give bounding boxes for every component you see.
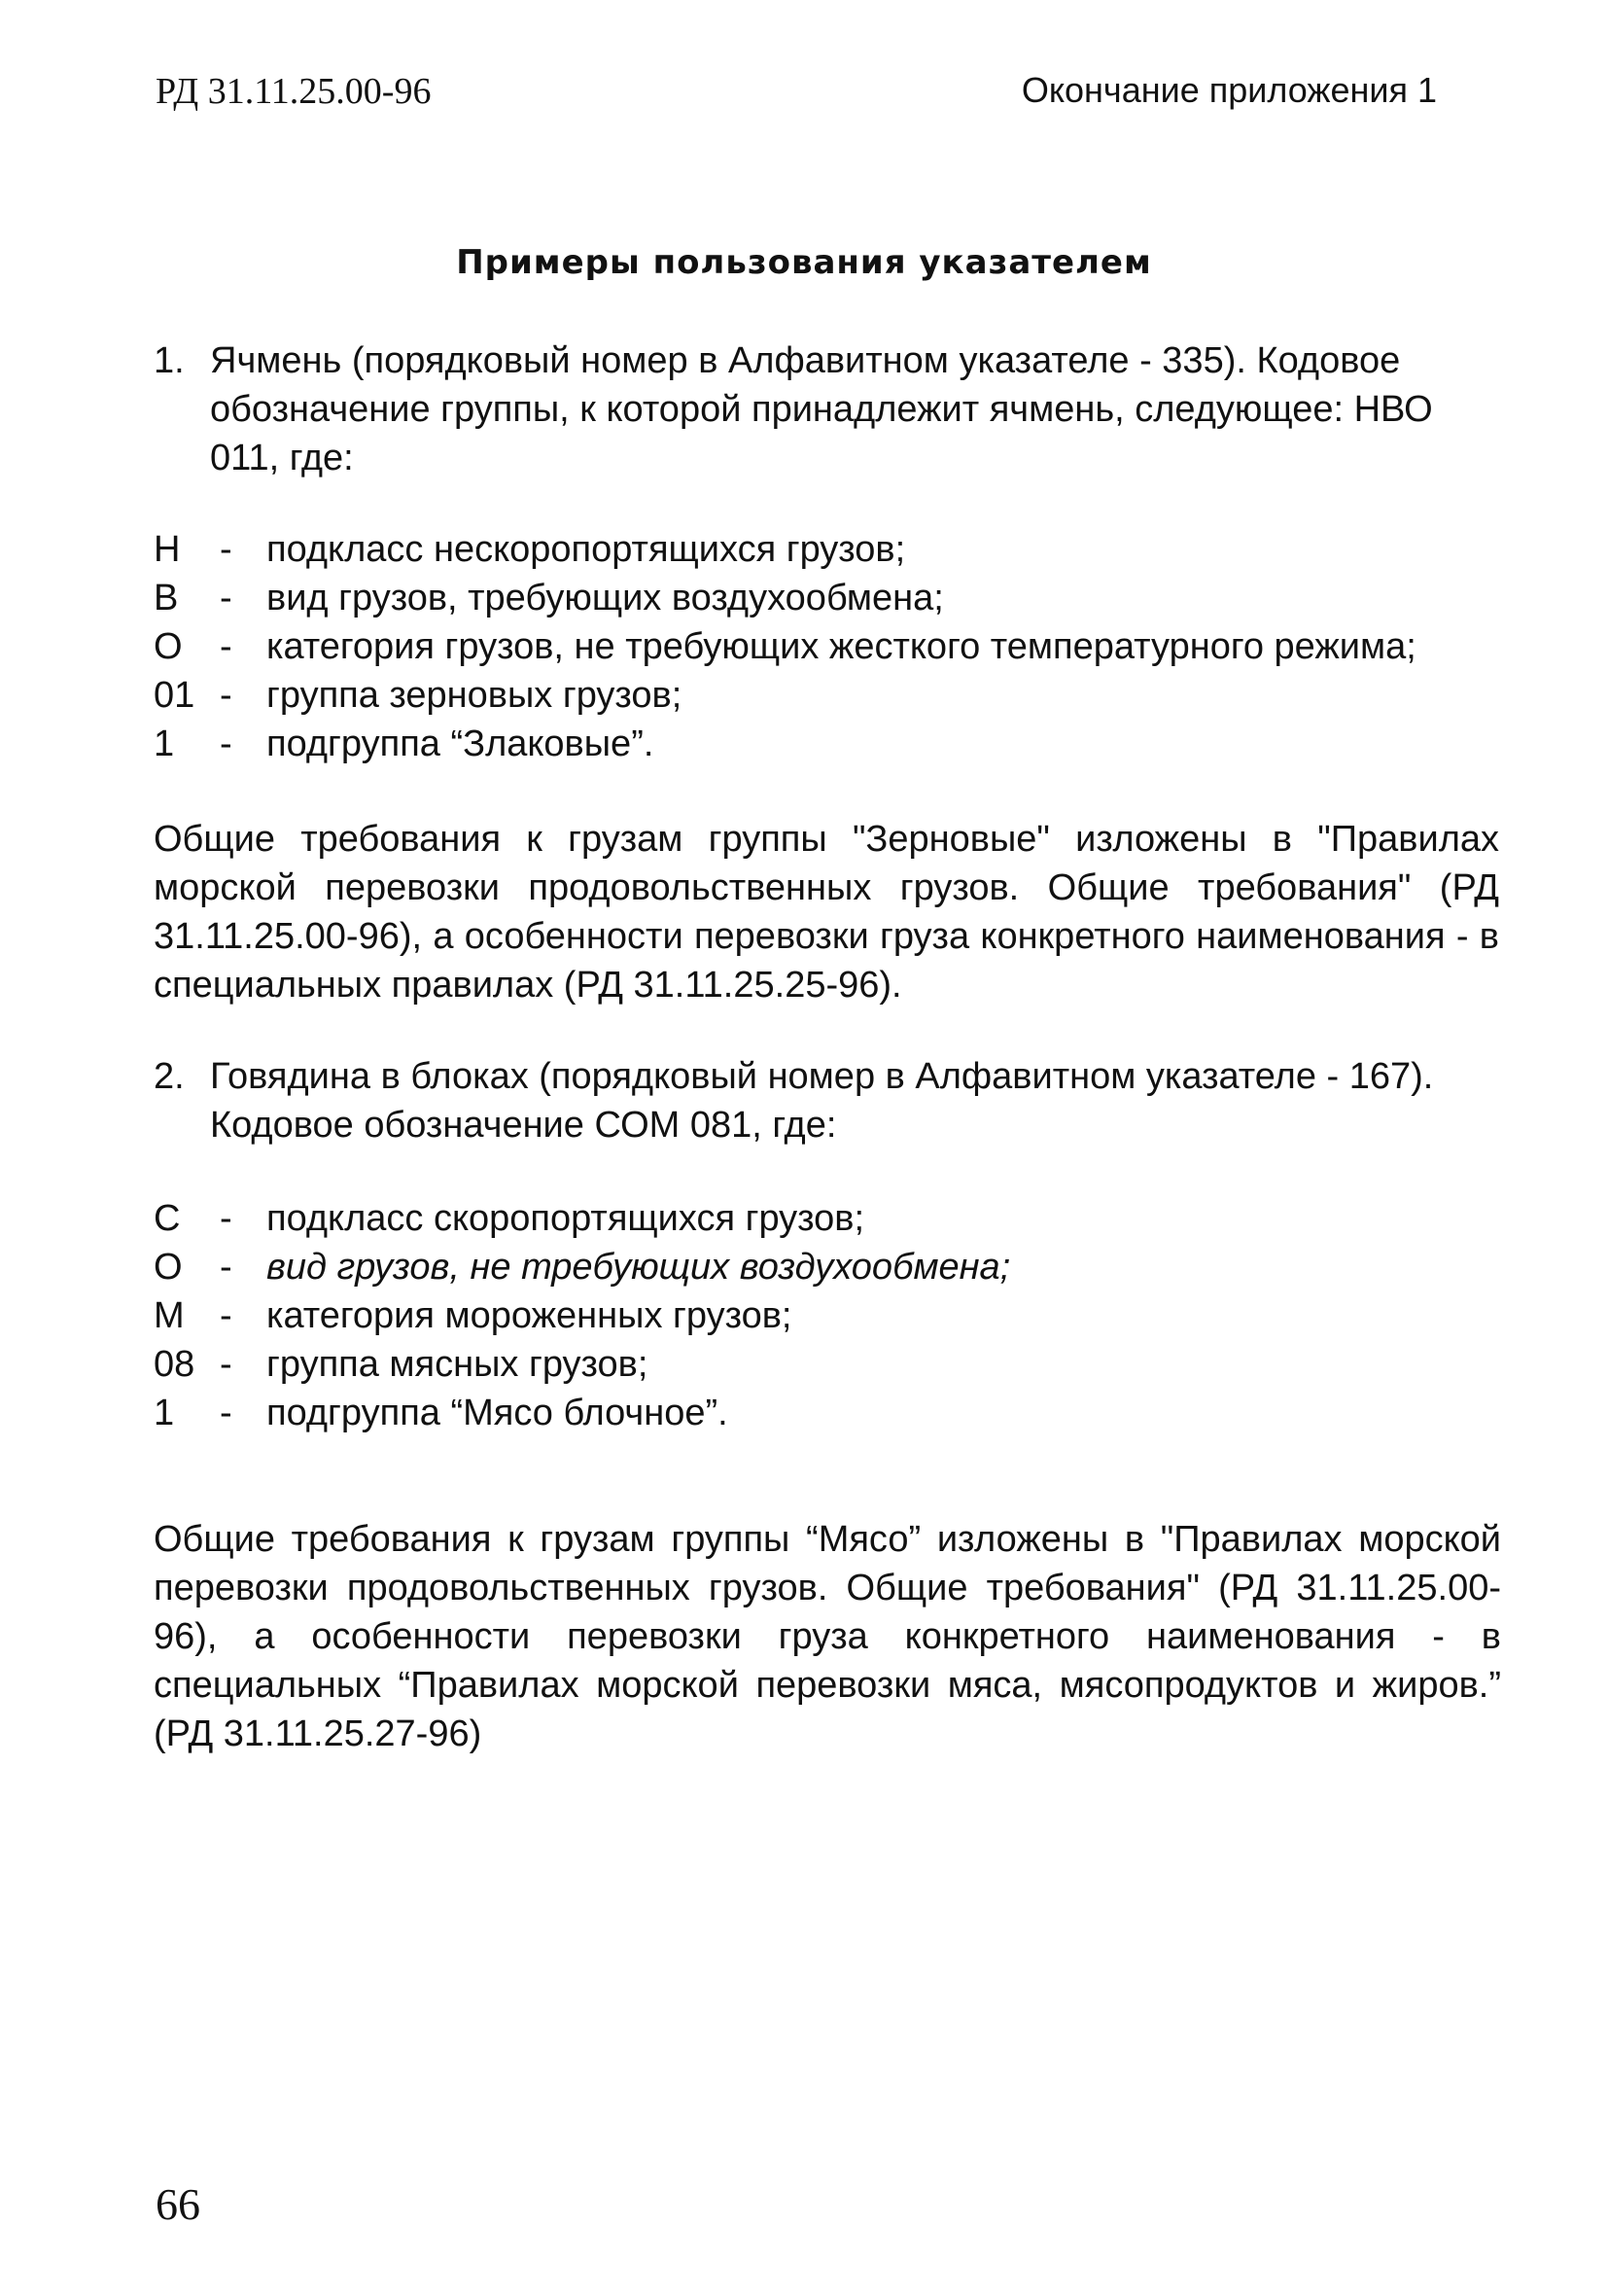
example-2-text: Говядина в блоках (порядковый номер в Алфавитном указателе - 167). Кодовое обозначение СОМ 081, где:	[210, 1056, 1434, 1146]
definition-code: М	[154, 1295, 185, 1336]
definition-code: В	[154, 578, 179, 618]
definition-dash: -	[220, 1198, 232, 1239]
definition-row	[154, 1291, 1515, 1340]
doc-code: РД 31.11.25.00-96	[156, 71, 432, 112]
definition-text: категория мороженных грузов;	[266, 1295, 792, 1336]
definition-row	[154, 525, 1515, 574]
definition-text: группа зерновых грузов;	[266, 675, 682, 716]
example-2-definitions	[154, 1194, 1515, 1437]
definition-dash: -	[220, 1344, 232, 1385]
definition-row	[154, 1340, 1515, 1389]
example-2-paragraph: Общие требования к грузам группы “Мясо” изложены в "Правилах морской перевозки продовольственных грузов. Общие требования" (РД 31.11.25.00-96), а особенности перевозки груза конкретного наименования - в специальных “Правилах морской перевозки мяса, мясопродуктов и жиров.” (РД 31.11.25.27-96)	[154, 1519, 1501, 1754]
example-1-paragraph: Общие требования к грузам группы "Зерновые" изложены в "Правилах морской перевозки продовольственных грузов. Общие требования" (РД 31.11.25.00-96), а особенности перевозки груза конкретного наименования - в специальных правилах (РД 31.11.25.25-96).	[154, 819, 1499, 1006]
definition-row	[154, 1194, 1515, 1243]
definition-row	[154, 1389, 1515, 1437]
definition-code: 1	[154, 1393, 175, 1433]
example-1-definitions	[154, 525, 1515, 768]
definition-dash: -	[220, 578, 232, 618]
definition-code: 01	[154, 675, 195, 716]
definition-dash: -	[220, 1393, 232, 1433]
section-label: Окончание приложения 1	[1021, 70, 1437, 110]
definition-row	[154, 574, 1515, 622]
page-number: 66	[156, 2179, 200, 2229]
definition-text: вид грузов, требующих воздухообмена;	[266, 578, 944, 618]
definition-code: О	[154, 626, 183, 667]
example-1-number: 1.	[154, 340, 185, 381]
definition-dash: -	[220, 529, 232, 570]
page-title: Примеры пользования указателем	[456, 243, 1152, 282]
definition-dash: -	[220, 724, 232, 764]
definition-row	[154, 671, 1515, 720]
definition-text: группа мясных грузов;	[266, 1344, 648, 1385]
definition-dash: -	[220, 1295, 232, 1336]
definition-row	[154, 720, 1515, 768]
example-1	[154, 336, 1495, 482]
definition-dash: -	[220, 1247, 232, 1288]
definition-dash: -	[220, 675, 232, 716]
definition-code: С	[154, 1198, 181, 1239]
definition-row	[154, 1243, 1515, 1291]
definition-code: Н	[154, 529, 181, 570]
example-1-text: Ячмень (порядковый номер в Алфавитном указателе - 335). Кодовое обозначение группы, к которой принадлежит ячмень, следующее: НВО 011, где:	[210, 340, 1433, 478]
definition-text: подкласс нескоропортящихся грузов;	[266, 529, 906, 570]
example-2-number: 2.	[154, 1056, 185, 1097]
example-2	[154, 1052, 1495, 1149]
definition-text: подгруппа “Злаковые”.	[266, 724, 654, 764]
definition-dash: -	[220, 626, 232, 667]
definition-code: 1	[154, 724, 175, 764]
definition-code: О	[154, 1247, 183, 1288]
definition-text: категория грузов, не требующих жесткого температурного режима;	[266, 626, 1416, 667]
definition-row	[154, 622, 1515, 671]
definition-code: 08	[154, 1344, 195, 1385]
definition-text: вид грузов, не требующих воздухообмена;	[266, 1247, 1011, 1288]
definition-text: подкласс скоропортящихся грузов;	[266, 1198, 865, 1239]
definition-text: подгруппа “Мясо блочное”.	[266, 1393, 728, 1433]
